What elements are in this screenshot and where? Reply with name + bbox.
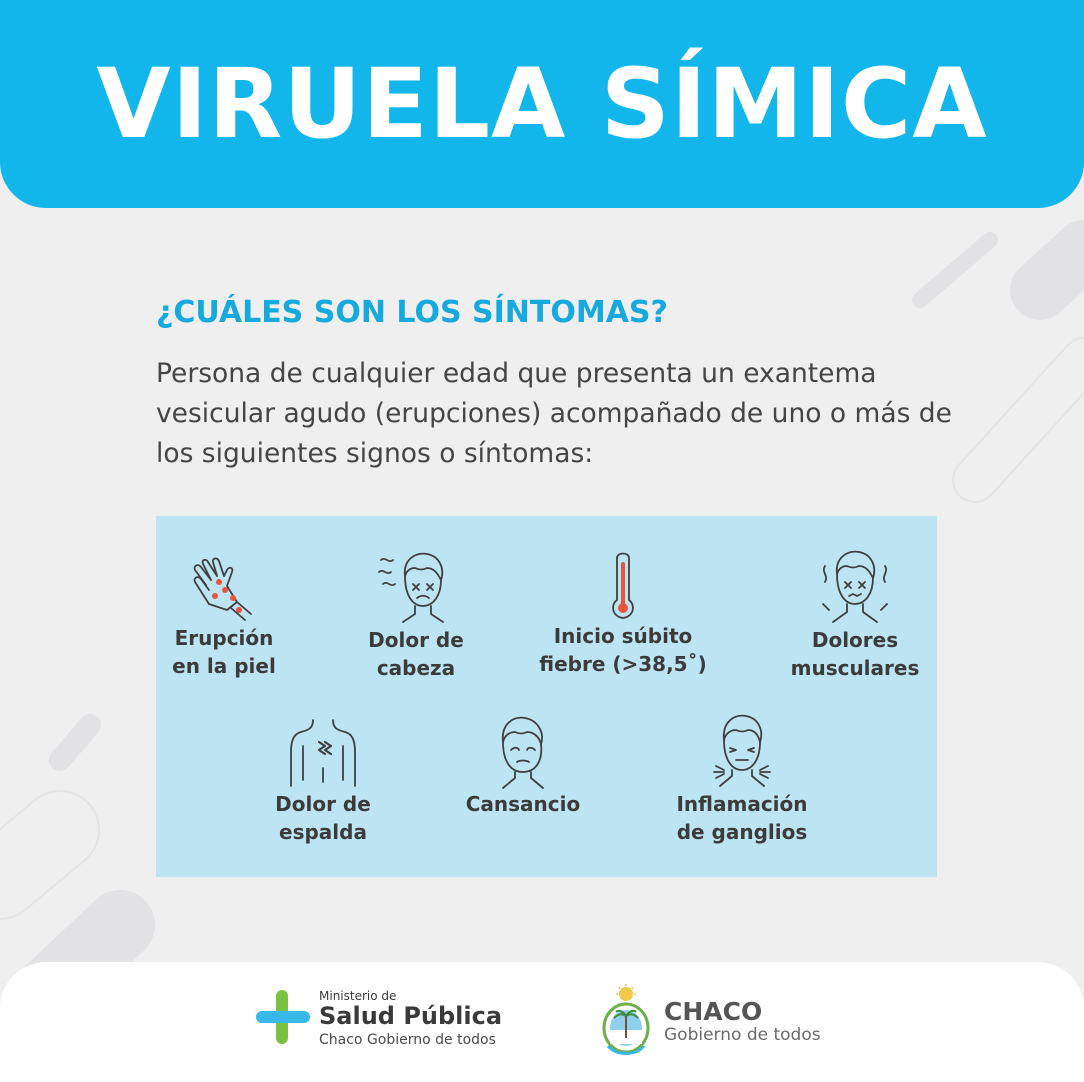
- hand-rash-icon: [189, 552, 259, 624]
- symptom-item: [755, 546, 955, 682]
- ministry-small-label: Ministerio de: [319, 989, 397, 1003]
- symptom-item: [223, 716, 423, 846]
- symptom-item: [642, 710, 842, 846]
- symptom-label: Dolor de cabeza: [368, 628, 464, 680]
- page-title: VIRUELA SÍMICA: [96, 48, 988, 160]
- header-banner: [0, 0, 1084, 208]
- symptom-item: [316, 546, 516, 682]
- chaco-seal-icon: [598, 984, 654, 1060]
- symptom-label: Dolor de espalda: [275, 792, 371, 844]
- ministry-cross-logo: [254, 988, 314, 1048]
- muscle-pain-icon: [815, 546, 895, 626]
- symptom-item: [124, 552, 324, 680]
- symptom-label: Inicio súbito fiebre (>38,5˚): [539, 624, 707, 676]
- symptom-label: Dolores musculares: [790, 628, 920, 680]
- intro-text: Persona de cualquier edad que presenta un exantema vesicular agudo (erupciones) acompañado de uno o más de los siguientes signos o síntomas:: [156, 358, 952, 469]
- swollen-glands-icon: [702, 710, 782, 790]
- symptom-label: Erupción en la piel: [172, 626, 276, 678]
- symptom-label: Inflamación de ganglios: [676, 792, 808, 844]
- thermometer-icon: [603, 550, 643, 622]
- symptom-item: [423, 712, 623, 818]
- section-heading: ¿CUÁLES SON LOS SÍNTOMAS?: [156, 295, 668, 330]
- gov-subtitle: Gobierno de todos: [664, 1025, 821, 1045]
- ministry-name: Salud Pública: [319, 1002, 503, 1030]
- symptoms-panel: [156, 516, 937, 877]
- symptom-label: Cansancio: [465, 792, 581, 816]
- footer: [0, 962, 1084, 1082]
- ministry-subtitle: Chaco Gobierno de todos: [319, 1032, 496, 1048]
- gov-name: CHACO: [664, 997, 763, 1026]
- tired-face-icon: [487, 712, 559, 790]
- back-pain-icon: [287, 716, 359, 790]
- symptom-item: [523, 550, 723, 678]
- headache-icon: [375, 546, 457, 626]
